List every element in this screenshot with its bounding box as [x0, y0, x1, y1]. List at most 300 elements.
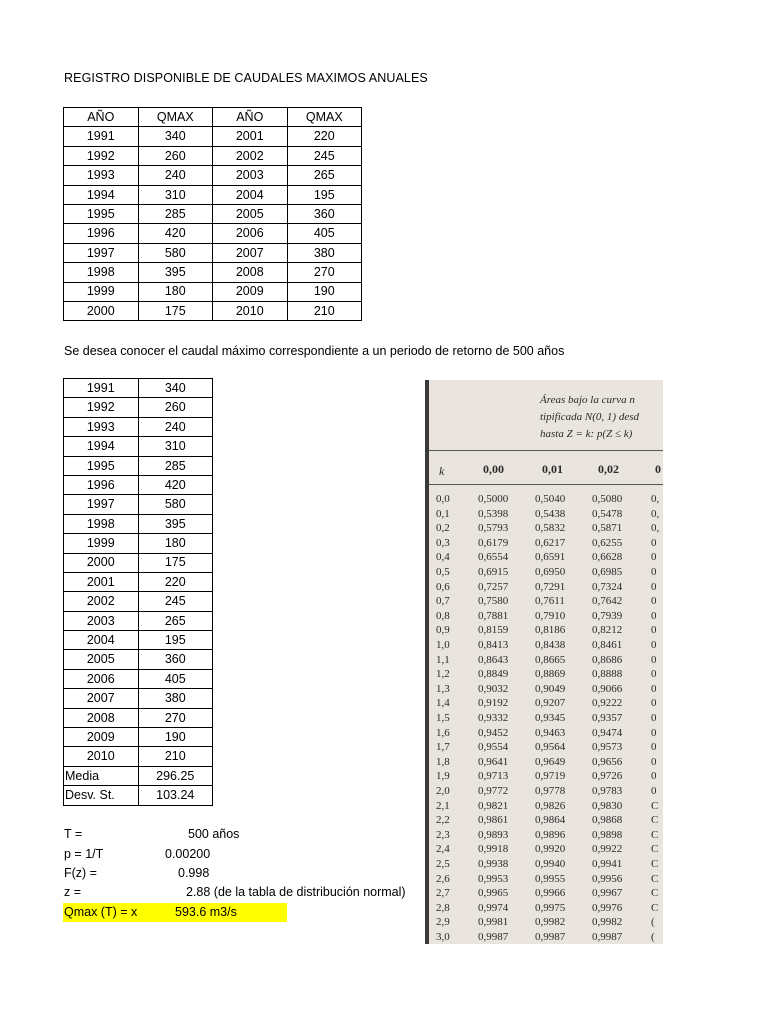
- scan-probability-value: 0,9975: [535, 901, 566, 914]
- table-cell: 2007: [64, 689, 139, 708]
- scan-col-header: 0,01: [542, 462, 563, 476]
- table-row: [64, 282, 362, 301]
- scan-probability-value: 0: [651, 755, 657, 768]
- scan-probability-value: C: [651, 843, 659, 856]
- scan-probability-value: 0: [651, 770, 657, 783]
- scan-probability-value: 0,8849: [478, 668, 509, 681]
- scan-k-value: 0,6: [436, 580, 450, 593]
- scan-k-value: 0,3: [436, 536, 450, 549]
- table-cell: 270: [138, 708, 213, 727]
- scan-k-value: 2,0: [436, 785, 450, 797]
- scan-probability-value: 0,: [651, 507, 660, 520]
- table-cell: 1991: [64, 127, 139, 146]
- scan-probability-value: 0,9955: [535, 872, 566, 885]
- table-cell: 2003: [213, 166, 288, 185]
- column-header: AÑO: [213, 108, 288, 127]
- calc-label: F(z) =: [64, 866, 97, 880]
- table-cell: 340: [138, 379, 213, 398]
- scan-probability-value: 0,9564: [535, 741, 566, 754]
- table-row: [64, 534, 213, 553]
- scan-probability-value: 0,9974: [478, 901, 509, 914]
- table-cell: 1993: [64, 166, 139, 185]
- table-cell: 310: [138, 437, 213, 456]
- scan-col-header: 0: [655, 462, 661, 476]
- scan-probability-value: 0,9821: [478, 799, 509, 812]
- scan-probability-value: 0,9345: [535, 712, 566, 724]
- table-row: [64, 204, 362, 223]
- stats-label: Desv. St.: [64, 786, 139, 805]
- scan-probability-value: 0,9713: [478, 770, 509, 783]
- scan-probability-value: 0,8686: [592, 653, 623, 666]
- scan-probability-value: 0,9049: [535, 682, 566, 695]
- scan-probability-value: 0: [651, 536, 657, 549]
- scan-probability-value: 0,9898: [592, 828, 623, 841]
- scan-probability-value: 0: [651, 551, 657, 564]
- table-cell: 195: [287, 185, 362, 204]
- table-cell: 2001: [213, 127, 288, 146]
- scan-k-value: 2,6: [436, 872, 450, 885]
- table-cell: 395: [138, 514, 213, 533]
- table-cell: 285: [138, 204, 213, 223]
- scan-probability-value: 0,6179: [478, 536, 509, 549]
- table-row: [64, 146, 362, 165]
- scan-probability-value: 0,7910: [535, 609, 566, 622]
- table-cell: 2002: [213, 146, 288, 165]
- scan-probability-value: C: [651, 828, 659, 841]
- scan-probability-value: 0,8212: [592, 624, 623, 637]
- table-cell: 1993: [64, 417, 139, 436]
- scan-probability-value: 0,8869: [535, 668, 566, 681]
- scan-probability-value: 0,8438: [535, 639, 566, 651]
- scan-probability-value: 0,7324: [592, 580, 623, 593]
- scan-k-value: 0,1: [436, 507, 450, 520]
- scan-k-value: 2,5: [436, 858, 450, 870]
- scan-probability-value: 0,6915: [478, 566, 509, 578]
- scan-probability-value: 0,9222: [592, 697, 623, 710]
- table-row: [64, 379, 213, 398]
- scan-k-value: 1,4: [436, 697, 450, 710]
- stats-value: 296.25: [138, 766, 213, 785]
- scan-k-value: 1,0: [436, 639, 450, 651]
- scan-probability-value: 0,9332: [478, 712, 509, 724]
- table-row: [64, 475, 213, 494]
- scan-probability-value: 0,9864: [535, 814, 566, 827]
- scan-edge: [425, 380, 429, 944]
- table-cell: 180: [138, 282, 213, 301]
- scan-probability-value: 0,9861: [478, 814, 509, 827]
- scan-probability-value: 0,9656: [592, 755, 623, 768]
- table-cell: 310: [138, 185, 213, 204]
- scan-probability-value: 0,9941: [592, 858, 623, 870]
- scan-probability-value: 0,9956: [592, 872, 623, 885]
- calc-label: T =: [64, 827, 83, 841]
- scan-probability-value: 0,9826: [535, 799, 566, 812]
- scan-probability-value: 0,5000: [478, 493, 509, 505]
- scan-probability-value: C: [651, 887, 659, 900]
- table-cell: 220: [287, 127, 362, 146]
- sorted-records-table: [63, 378, 213, 806]
- table-cell: 2005: [213, 204, 288, 223]
- table-cell: 1991: [64, 379, 139, 398]
- table-cell: 1997: [64, 495, 139, 514]
- table-row: [64, 301, 362, 320]
- scan-probability-value: 0,9066: [592, 682, 623, 695]
- problem-statement: Se desea conocer el caudal máximo correspondiente a un periodo de retorno de 500 años: [64, 344, 565, 358]
- scan-caption: Áreas bajo la curva n tipificada N(0, 1) desd hasta Z = k: p(Z ≤ k): [540, 394, 639, 440]
- table-row: [64, 708, 213, 727]
- table-cell: 190: [138, 728, 213, 747]
- scan-rule: [429, 450, 663, 451]
- stats-row: [64, 766, 213, 785]
- calc-value: 2.88 (de la tabla de distribución normal): [186, 885, 406, 899]
- scan-probability-value: 0,9976: [592, 901, 623, 914]
- scan-probability-value: 0,7642: [592, 595, 623, 608]
- scan-k-value: 2,7: [436, 887, 450, 900]
- scan-k-value: 1,7: [436, 741, 450, 754]
- scan-probability-value: 0,9922: [592, 843, 623, 856]
- scan-probability-value: 0,5478: [592, 507, 623, 520]
- table-cell: 190: [287, 282, 362, 301]
- column-header: AÑO: [64, 108, 139, 127]
- scan-probability-value: 0,6985: [592, 566, 623, 578]
- table-row: [64, 185, 362, 204]
- table-cell: 175: [138, 553, 213, 572]
- scan-probability-value: 0,8461: [592, 639, 623, 651]
- scan-k-value: 0,2: [436, 522, 450, 535]
- scan-probability-value: C: [651, 872, 659, 885]
- table-row: [64, 456, 213, 475]
- scan-probability-value: 0,8159: [478, 624, 509, 637]
- scan-probability-value: 0: [651, 609, 657, 622]
- scan-probability-value: 0,9987: [592, 931, 623, 943]
- scan-probability-value: 0,9719: [535, 770, 566, 783]
- scan-probability-value: 0,9357: [592, 712, 623, 724]
- scan-k-value: 1,3: [436, 682, 450, 695]
- scan-k-value: 2,4: [436, 843, 450, 856]
- scan-k-value: 2,9: [436, 916, 450, 929]
- table-cell: 2006: [64, 669, 139, 688]
- scan-probability-value: (: [651, 916, 655, 929]
- scan-probability-value: 0,9474: [592, 726, 623, 739]
- scan-probability-value: C: [651, 799, 659, 812]
- table-cell: 2008: [64, 708, 139, 727]
- table-cell: 2010: [64, 747, 139, 766]
- table-row: [64, 495, 213, 514]
- table-cell: 260: [138, 146, 213, 165]
- table-cell: 2009: [64, 728, 139, 747]
- scan-k-value: 3,0: [436, 931, 450, 943]
- scan-k-value: 1,8: [436, 755, 450, 768]
- scan-probability-value: 0,9966: [535, 887, 566, 900]
- stats-row: [64, 786, 213, 805]
- scan-probability-value: 0,6217: [535, 536, 566, 549]
- table-cell: 1995: [64, 456, 139, 475]
- scan-k-value: 2,2: [436, 814, 450, 827]
- scan-probability-value: 0,6255: [592, 536, 623, 549]
- table-cell: 2009: [213, 282, 288, 301]
- scan-probability-value: 0,9452: [478, 726, 509, 739]
- scan-probability-value: 0,9830: [592, 799, 623, 812]
- column-header: QMAX: [287, 108, 362, 127]
- table-cell: 2003: [64, 611, 139, 630]
- scan-probability-value: 0,7580: [478, 595, 509, 608]
- table-cell: 2000: [64, 553, 139, 572]
- scan-k-value: 0,8: [436, 609, 450, 622]
- scan-probability-value: 0,9463: [535, 726, 566, 739]
- scan-probability-value: 0,9032: [478, 682, 509, 695]
- table-row: [64, 611, 213, 630]
- table-cell: 285: [138, 456, 213, 475]
- scan-probability-value: 0,: [651, 493, 660, 505]
- scan-col-k: k: [439, 464, 445, 478]
- table-row: [64, 747, 213, 766]
- table-row: [64, 166, 362, 185]
- scan-probability-value: 0,9965: [478, 887, 509, 900]
- scan-probability-value: 0,8888: [592, 668, 623, 681]
- calc-value: 0.00200: [165, 847, 211, 861]
- scan-probability-value: 0: [651, 595, 657, 608]
- scan-k-value: 1,9: [436, 770, 450, 783]
- records-table: [63, 107, 362, 321]
- scan-k-value: 0,0: [436, 493, 450, 505]
- scan-probability-value: 0,9982: [592, 916, 623, 929]
- scan-col-header: 0,00: [483, 462, 504, 476]
- scan-probability-value: 0,9783: [592, 785, 623, 797]
- scan-probability-value: 0,9207: [535, 697, 566, 710]
- table-cell: 380: [287, 243, 362, 262]
- table-row: [64, 398, 213, 417]
- table-cell: 1998: [64, 514, 139, 533]
- table-cell: 2002: [64, 592, 139, 611]
- scan-probability-value: 0,9938: [478, 858, 509, 870]
- table-row: [64, 650, 213, 669]
- table-cell: 220: [138, 572, 213, 591]
- scan-probability-value: 0,5040: [535, 493, 566, 505]
- scan-rule: [429, 484, 663, 485]
- table-cell: 2007: [213, 243, 288, 262]
- table-cell: 2001: [64, 572, 139, 591]
- table-cell: 405: [138, 669, 213, 688]
- table-row: [64, 689, 213, 708]
- scan-probability-value: 0,7291: [535, 580, 566, 593]
- scan-probability-value: 0: [651, 697, 657, 710]
- table-cell: 420: [138, 475, 213, 494]
- table-cell: 1994: [64, 185, 139, 204]
- scan-probability-value: 0: [651, 653, 657, 666]
- table-cell: 265: [287, 166, 362, 185]
- scan-k-value: 2,3: [436, 828, 450, 841]
- scan-probability-value: 0,6950: [535, 566, 566, 578]
- scan-probability-value: 0: [651, 712, 657, 724]
- table-cell: 2004: [213, 185, 288, 204]
- scan-probability-value: 0: [651, 668, 657, 681]
- scan-probability-value: 0,9726: [592, 770, 623, 783]
- scan-probability-value: 0,7257: [478, 580, 509, 593]
- calc-value: 0.998: [178, 866, 210, 880]
- scan-probability-value: 0,9778: [535, 785, 566, 797]
- scan-probability-value: 0,5080: [592, 493, 623, 505]
- scan-k-value: 1,2: [436, 668, 450, 681]
- result-label: Qmax (T) = x: [64, 905, 138, 919]
- table-row: [64, 592, 213, 611]
- table-cell: 380: [138, 689, 213, 708]
- scan-k-value: 0,7: [436, 595, 450, 608]
- table-cell: 265: [138, 611, 213, 630]
- scan-probability-value: 0,6628: [592, 551, 623, 564]
- table-cell: 1998: [64, 263, 139, 282]
- scan-probability-value: 0: [651, 639, 657, 651]
- scan-k-value: 1,5: [436, 712, 450, 724]
- table-row: [64, 127, 362, 146]
- table-row: [64, 417, 213, 436]
- table-cell: 580: [138, 243, 213, 262]
- table-cell: 1994: [64, 437, 139, 456]
- scan-probability-value: 0,5398: [478, 507, 509, 520]
- scan-probability-value: 0,9192: [478, 697, 509, 710]
- scan-probability-value: 0,9772: [478, 785, 509, 797]
- scan-probability-value: C: [651, 814, 659, 827]
- table-cell: 260: [138, 398, 213, 417]
- table-cell: 2008: [213, 263, 288, 282]
- table-row: [64, 631, 213, 650]
- table-cell: 180: [138, 534, 213, 553]
- scan-probability-value: 0,: [651, 522, 660, 535]
- table-cell: 580: [138, 495, 213, 514]
- scan-probability-value: 0,5438: [535, 507, 566, 520]
- scan-probability-value: 0,9982: [535, 916, 566, 929]
- result-value: 593.6 m3/s: [175, 905, 237, 919]
- table-row: [64, 263, 362, 282]
- table-cell: 2005: [64, 650, 139, 669]
- table-header-row: [64, 108, 362, 127]
- scan-k-value: 0,9: [436, 624, 450, 637]
- table-cell: 1999: [64, 282, 139, 301]
- scan-probability-value: C: [651, 858, 659, 870]
- scan-probability-value: 0,7881: [478, 609, 509, 622]
- scan-probability-value: 0,9967: [592, 887, 623, 900]
- scan-probability-value: 0: [651, 566, 657, 578]
- scan-probability-value: 0,9896: [535, 828, 566, 841]
- table-cell: 395: [138, 263, 213, 282]
- scan-probability-value: 0,9573: [592, 741, 623, 754]
- scan-probability-value: 0: [651, 580, 657, 593]
- scan-probability-value: 0,9953: [478, 872, 509, 885]
- table-cell: 1996: [64, 224, 139, 243]
- scan-probability-value: 0: [651, 624, 657, 637]
- scan-probability-value: 0,9868: [592, 814, 623, 827]
- table-cell: 1997: [64, 243, 139, 262]
- scan-k-value: 0,5: [436, 566, 450, 578]
- table-cell: 245: [138, 592, 213, 611]
- scan-probability-value: 0,9920: [535, 843, 566, 856]
- scan-probability-value: 0,8665: [535, 653, 566, 666]
- table-row: [64, 553, 213, 572]
- scan-probability-value: 0,6591: [535, 551, 566, 564]
- table-row: [64, 728, 213, 747]
- scan-probability-value: 0,9554: [478, 741, 509, 754]
- stats-label: Media: [64, 766, 139, 785]
- table-row: [64, 243, 362, 262]
- table-row: [64, 224, 362, 243]
- scan-probability-value: 0,8643: [478, 653, 509, 666]
- scan-probability-value: 0,9918: [478, 843, 509, 856]
- table-cell: 195: [138, 631, 213, 650]
- column-header: QMAX: [138, 108, 213, 127]
- table-cell: 240: [138, 417, 213, 436]
- table-cell: 2010: [213, 301, 288, 320]
- table-cell: 175: [138, 301, 213, 320]
- calc-value: 500 años: [188, 827, 240, 841]
- table-cell: 420: [138, 224, 213, 243]
- scan-probability-value: 0,5832: [535, 522, 566, 535]
- scan-probability-value: 0: [651, 726, 657, 739]
- calc-label: p = 1/T: [64, 847, 104, 861]
- normal-distribution-table-scan: [425, 380, 663, 944]
- scan-probability-value: 0,7611: [535, 595, 565, 608]
- scan-probability-value: 0: [651, 682, 657, 695]
- scan-probability-value: 0,9649: [535, 755, 566, 768]
- scan-probability-value: 0: [651, 785, 657, 797]
- table-row: [64, 669, 213, 688]
- scan-probability-value: 0,5871: [592, 522, 623, 535]
- scan-probability-value: 0,5793: [478, 522, 509, 535]
- stats-value: 103.24: [138, 786, 213, 805]
- table-cell: 360: [138, 650, 213, 669]
- scan-probability-value: 0,9940: [535, 858, 566, 870]
- scan-k-value: 1,6: [436, 726, 450, 739]
- scan-k-value: 0,4: [436, 551, 450, 564]
- table-cell: 405: [287, 224, 362, 243]
- scan-probability-value: 0,9893: [478, 828, 509, 841]
- table-cell: 2004: [64, 631, 139, 650]
- page-title: REGISTRO DISPONIBLE DE CAUDALES MAXIMOS ANUALES: [64, 71, 428, 85]
- table-cell: 240: [138, 166, 213, 185]
- scan-k-value: 1,1: [436, 653, 450, 666]
- scan-probability-value: (: [651, 931, 655, 943]
- scan-probability-value: 0,9981: [478, 916, 509, 929]
- table-cell: 1999: [64, 534, 139, 553]
- scan-probability-value: 0,8186: [535, 624, 566, 637]
- table-cell: 1992: [64, 398, 139, 417]
- scan-probability-value: 0,9987: [478, 931, 509, 943]
- table-cell: 2006: [213, 224, 288, 243]
- table-cell: 2000: [64, 301, 139, 320]
- table-cell: 1996: [64, 475, 139, 494]
- result-highlight: [63, 903, 287, 922]
- table-cell: 270: [287, 263, 362, 282]
- table-cell: 210: [287, 301, 362, 320]
- scan-probability-value: 0,7939: [592, 609, 623, 622]
- scan-col-header: 0,02: [598, 462, 619, 476]
- table-row: [64, 514, 213, 533]
- table-row: [64, 437, 213, 456]
- table-cell: 210: [138, 747, 213, 766]
- table-cell: 360: [287, 204, 362, 223]
- table-cell: 340: [138, 127, 213, 146]
- scan-probability-value: C: [651, 901, 659, 914]
- scan-probability-value: 0,9987: [535, 931, 566, 943]
- scan-probability-value: 0,6554: [478, 551, 509, 564]
- scan-probability-value: 0: [651, 741, 657, 754]
- table-cell: 245: [287, 146, 362, 165]
- scan-k-value: 2,1: [436, 799, 450, 812]
- scan-probability-value: 0,9641: [478, 755, 509, 768]
- table-row: [64, 572, 213, 591]
- table-cell: 1995: [64, 204, 139, 223]
- scan-probability-value: 0,8413: [478, 639, 509, 651]
- table-cell: 1992: [64, 146, 139, 165]
- calc-label: z =: [64, 885, 82, 899]
